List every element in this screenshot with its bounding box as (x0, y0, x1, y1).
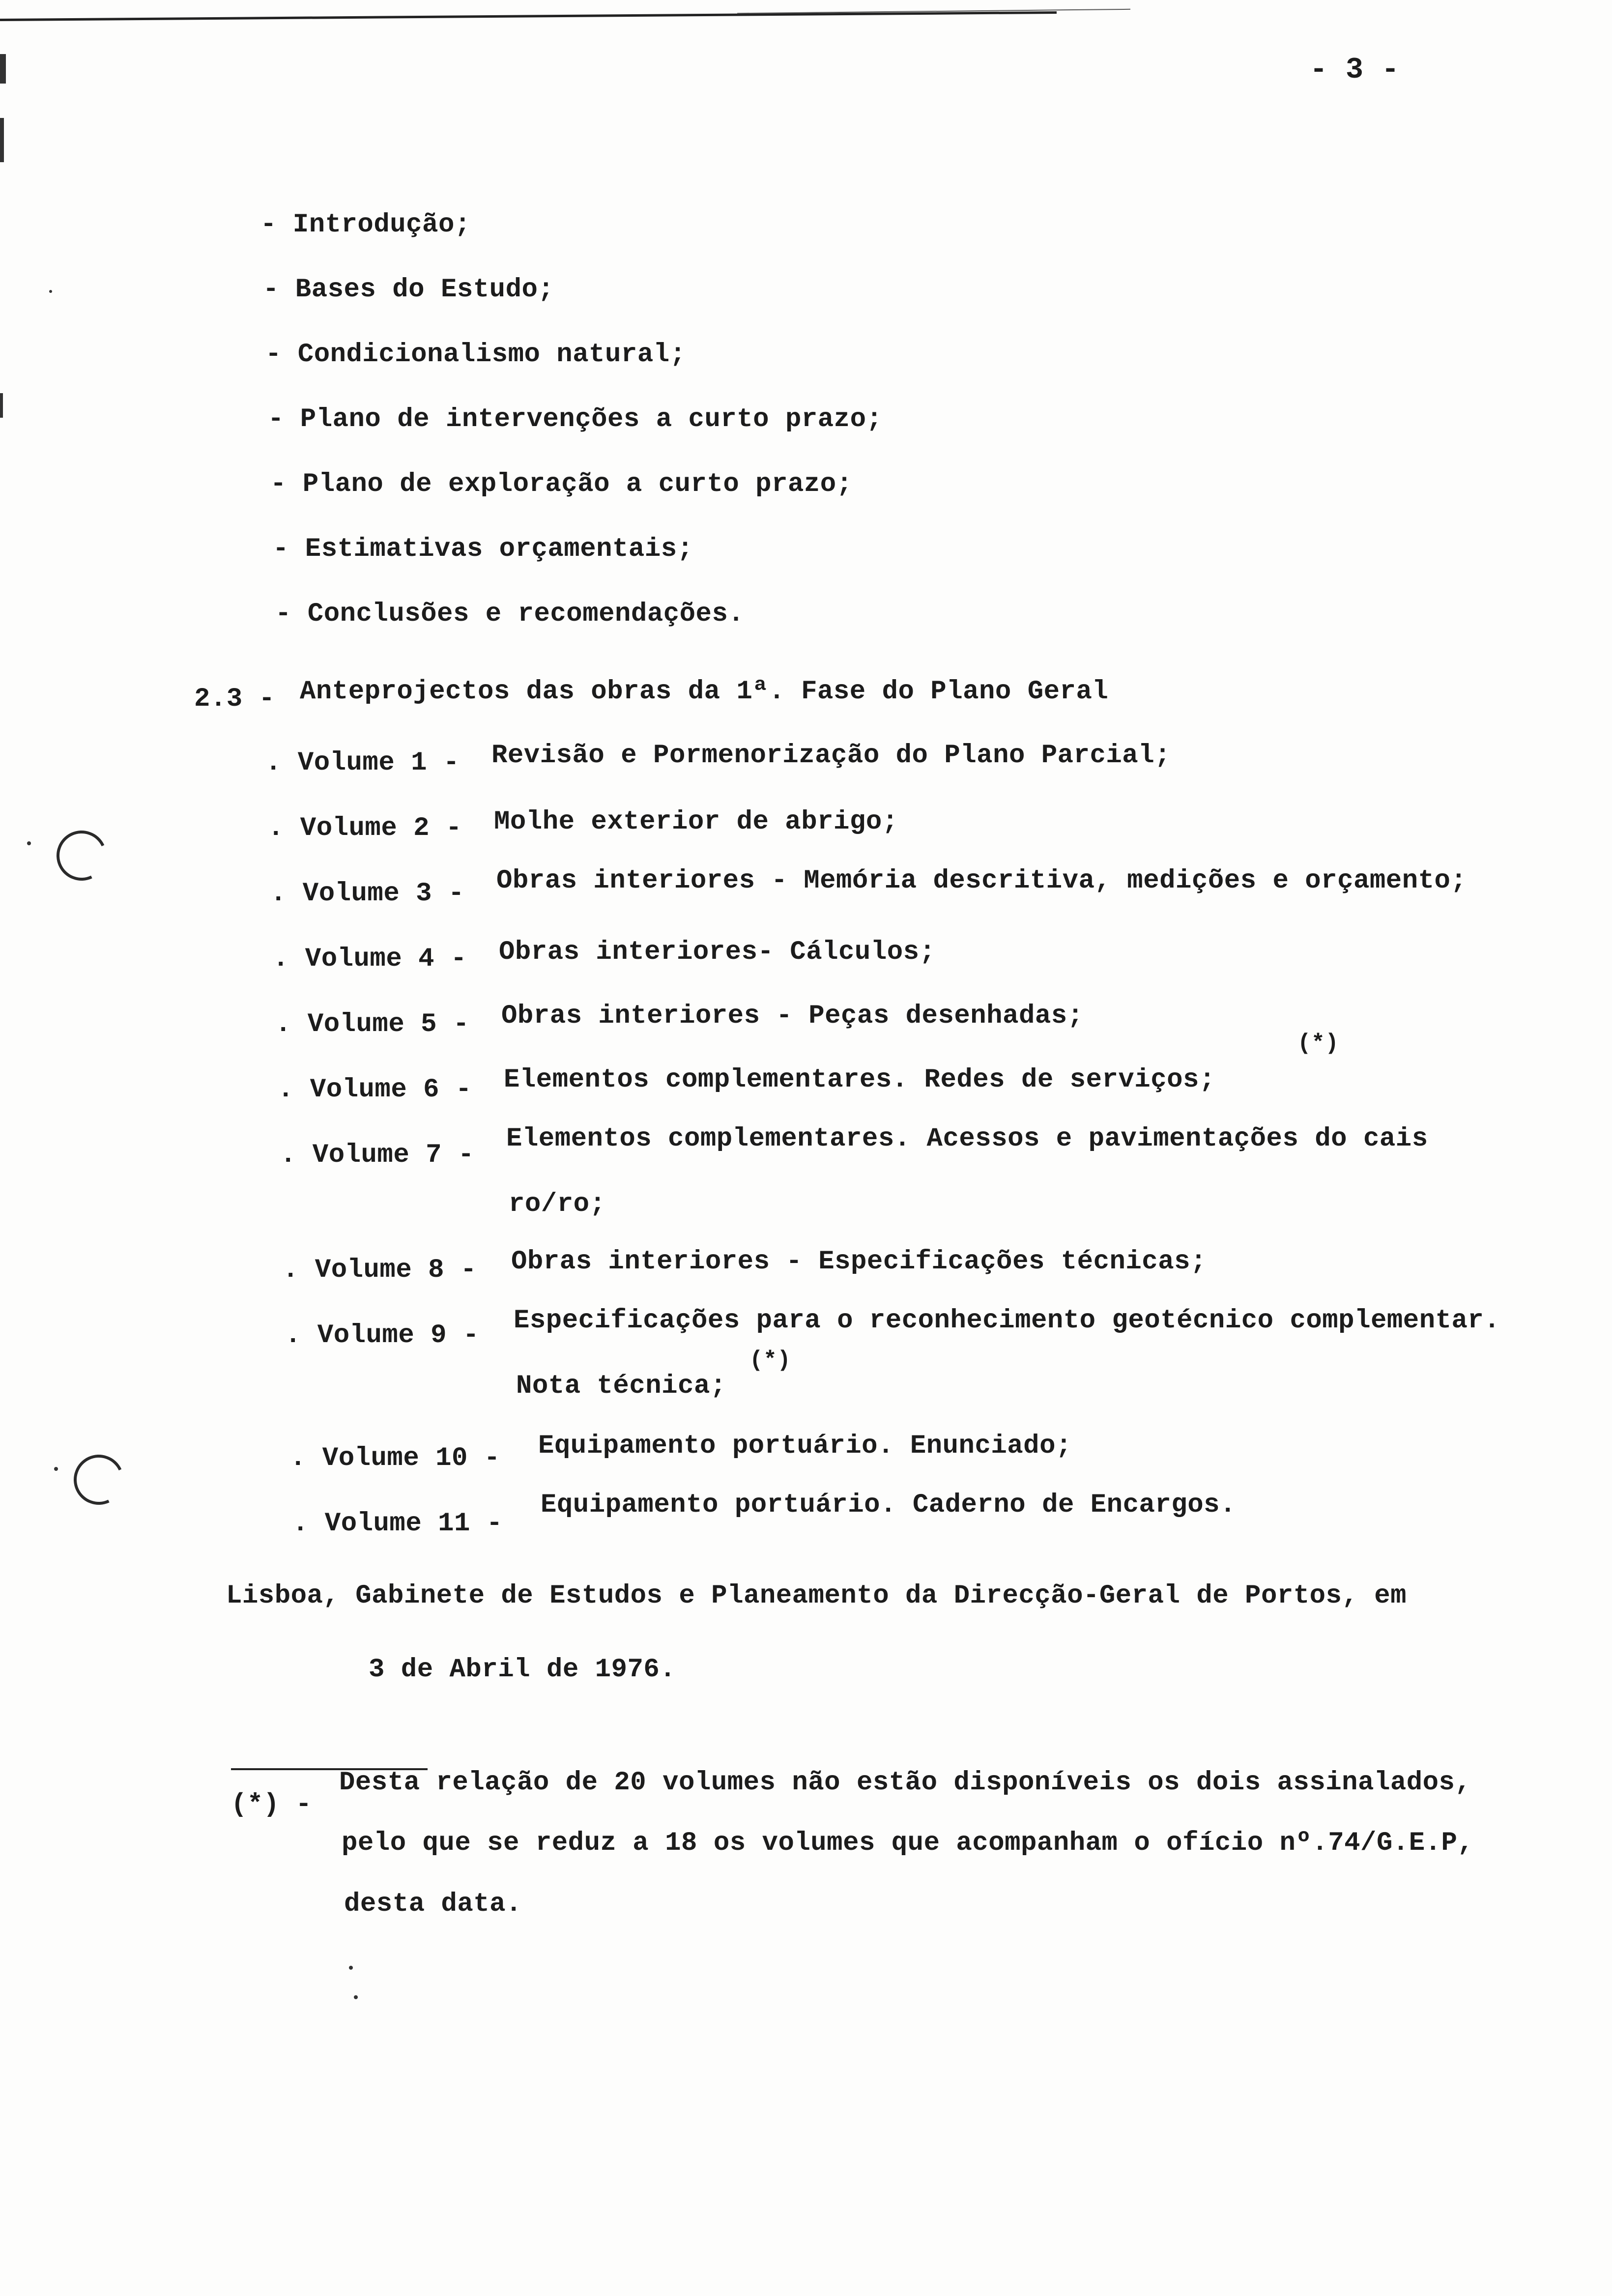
contents-item: - Plano de intervenções a curto prazo; (268, 404, 883, 434)
contents-item: - Condicionalismo natural; (265, 340, 686, 370)
speck-mark (27, 841, 31, 845)
section-title: Anteprojectos das obras da 1ª. Fase do Plano Geral (300, 677, 1109, 707)
speck-mark (354, 1995, 358, 1999)
speck-mark (349, 1966, 353, 1970)
binding-hole-mark (67, 1448, 131, 1512)
volume-label: . Volume 1 - (265, 748, 460, 778)
speck-mark (54, 1467, 58, 1471)
volume-text: Obras interiores - Peças desenhadas; (501, 1001, 1084, 1031)
volume-text-continued: ro/ro; (509, 1189, 606, 1219)
volume-text: Especificações para o reconhecimento geotécnico complementar. (514, 1306, 1500, 1336)
volume-label: . Volume 10 - (290, 1443, 500, 1473)
volume-label: . Volume 8 - (283, 1255, 477, 1285)
volume-text: Molhe exterior de abrigo; (494, 807, 898, 837)
binding-hole-mark (50, 824, 114, 888)
volume-text: Equipamento portuário. Caderno de Encargos. (541, 1490, 1236, 1520)
contents-item: - Estimativas orçamentais; (273, 534, 693, 564)
volume-text: Elementos complementares. Redes de serviços; (504, 1065, 1215, 1095)
volume-label: . Volume 5 - (275, 1009, 469, 1039)
footnote-text: Desta relação de 20 volumes não estão disponíveis os dois assinalados, (339, 1768, 1471, 1798)
volume-label: . Volume 6 - (278, 1075, 472, 1105)
volume-text-continued: Nota técnica; (516, 1371, 726, 1401)
volume-label: . Volume 11 - (292, 1509, 503, 1539)
left-edge-mark (0, 393, 3, 418)
left-edge-mark (0, 118, 4, 162)
closing-place: Lisboa, Gabinete de Estudos e Planeamento da Direcção-Geral de Portos, em (226, 1581, 1407, 1611)
volume-label: . Volume 9 - (285, 1320, 479, 1350)
footnote-text: desta data. (344, 1889, 522, 1919)
footnote-marker: (*) - (231, 1790, 312, 1820)
volume-text: Obras interiores- Cálculos; (499, 937, 936, 967)
contents-item: - Introdução; (260, 210, 471, 240)
footnote-mark: (*) (749, 1348, 791, 1373)
left-edge-mark (0, 54, 6, 84)
contents-item: - Bases do Estudo; (263, 275, 554, 305)
contents-item: - Conclusões e recomendações. (275, 599, 745, 629)
volume-label: . Volume 7 - (280, 1140, 474, 1170)
volume-text: Equipamento portuário. Enunciado; (538, 1431, 1072, 1461)
volume-text: Revisão e Pormenorização do Plano Parcial; (491, 741, 1171, 771)
volume-label: . Volume 3 - (270, 879, 464, 909)
volume-text: Obras interiores - Especificações técnicas; (511, 1247, 1207, 1277)
contents-item: - Plano de exploração a curto prazo; (270, 469, 853, 499)
footnote-mark: (*) (1297, 1031, 1339, 1056)
top-edge-rule (0, 11, 1057, 21)
volume-text: Elementos complementares. Acessos e pavimentações do cais (506, 1124, 1428, 1154)
volume-text: Obras interiores - Memória descritiva, medições e orçamento; (496, 866, 1467, 896)
section-number: 2.3 - (194, 684, 275, 714)
speck-mark (49, 290, 52, 293)
volume-label: . Volume 2 - (268, 813, 462, 843)
closing-date: 3 de Abril de 1976. (369, 1655, 676, 1685)
volume-label: . Volume 4 - (273, 944, 467, 974)
page-number: - 3 - (1310, 54, 1400, 87)
footnote-text: pelo que se reduz a 18 os volumes que acompanham o ofício nº.74/G.E.P, (342, 1828, 1474, 1858)
